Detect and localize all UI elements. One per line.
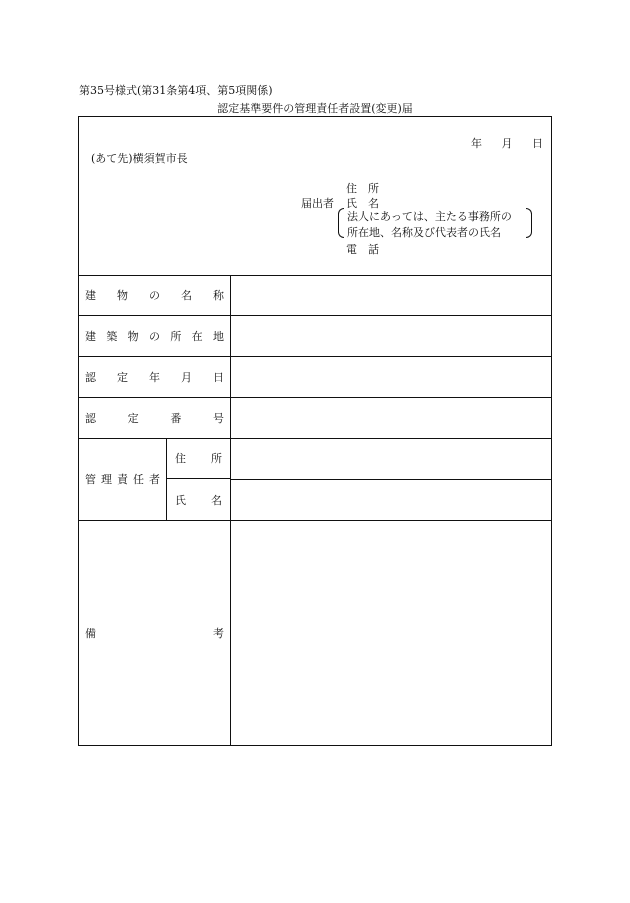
corporate-note-line2: 所在地、名称及び代表者の氏名 <box>347 226 501 239</box>
right-bracket <box>526 208 532 238</box>
addressee: (あて先)横須賀市長 <box>91 152 188 165</box>
date-month-label: 月 <box>501 137 513 150</box>
manager-section <box>79 438 551 521</box>
cert-number-label: 認 定 番 号 <box>79 397 231 438</box>
building-name-label: 建 物 の 名 称 <box>79 275 231 315</box>
manager-name-field[interactable] <box>231 479 551 520</box>
cert-date-row <box>79 356 551 398</box>
cert-date-label: 認 定 年 月 日 <box>79 356 231 397</box>
remarks-section <box>79 520 551 745</box>
manager-label: 管 理 責 任 者 <box>79 438 167 520</box>
notifier-name-label: 氏 名 <box>346 197 379 210</box>
notifier-role-label: 届出者 <box>301 197 334 210</box>
building-name-row <box>79 275 551 316</box>
form-number: 第35号様式(第31条第4項、第5項関係) <box>79 84 273 97</box>
building-name-field[interactable] <box>231 275 551 315</box>
manager-address-field[interactable] <box>231 438 551 480</box>
cert-date-field[interactable] <box>231 356 551 397</box>
manager-address-label: 住 所 <box>167 438 231 479</box>
notifier-phone-label: 電 話 <box>346 243 379 256</box>
remarks-label: 備 考 <box>79 520 231 745</box>
building-location-label: 建 築 物 の 所 在 地 <box>79 315 231 356</box>
date-day-label: 日 <box>532 137 543 150</box>
date-line <box>471 135 543 151</box>
cert-number-row <box>79 397 551 439</box>
manager-name-label: 氏 名 <box>167 479 231 520</box>
header-section <box>79 117 551 276</box>
cert-number-field[interactable] <box>231 397 551 438</box>
corporate-note <box>338 208 532 238</box>
remarks-field[interactable] <box>231 520 551 745</box>
corporate-note-line1: 法人にあっては、主たる事務所の <box>347 210 512 223</box>
notifier-address-label: 住 所 <box>346 182 379 195</box>
date-year-label: 年 <box>471 137 482 150</box>
left-bracket <box>338 208 344 238</box>
form-title: 認定基準要件の管理責任者設置(変更)届 <box>217 102 413 115</box>
building-location-row <box>79 315 551 357</box>
building-location-field[interactable] <box>231 315 551 356</box>
form-frame <box>78 116 552 746</box>
